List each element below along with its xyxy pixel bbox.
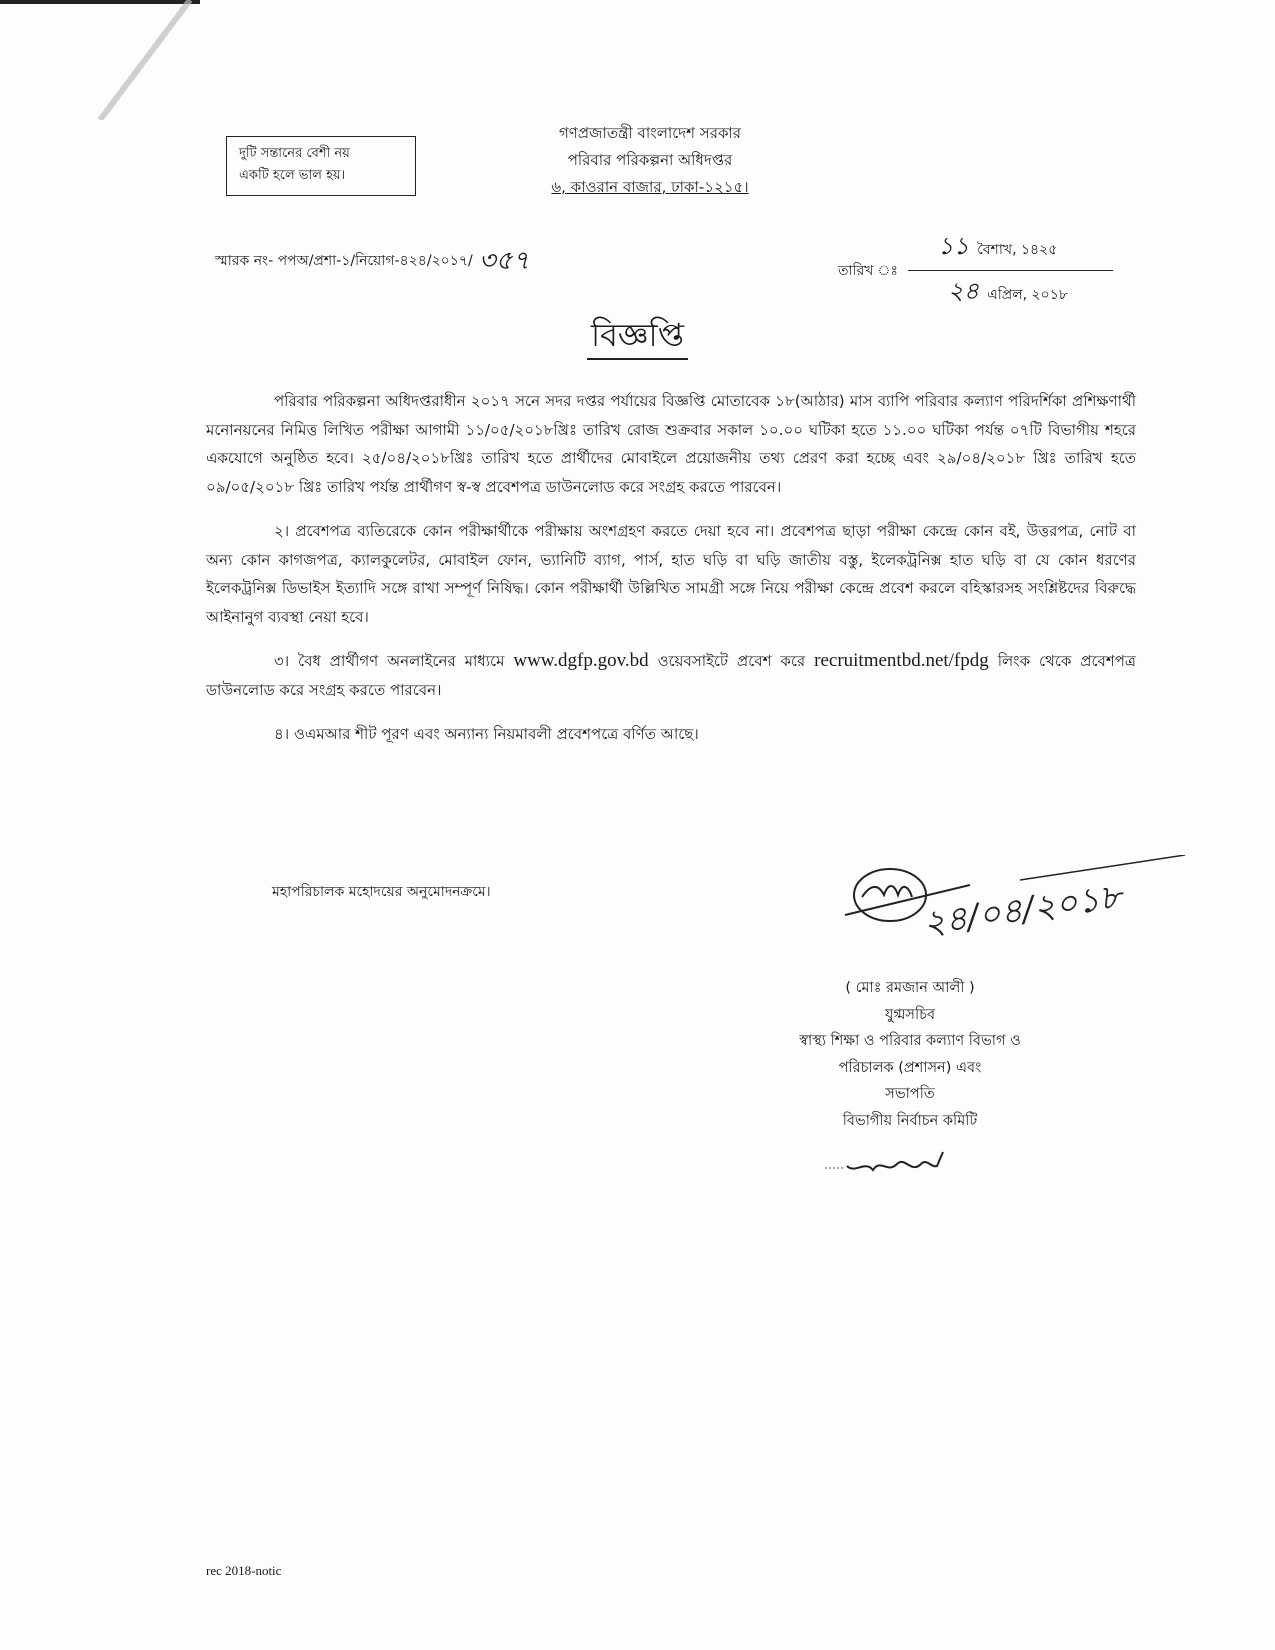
english-date: [908, 271, 1113, 313]
date-label: তারিখ ঃ: [838, 262, 898, 279]
memo-handwritten-number: ৩৫৭: [478, 246, 530, 276]
letterhead: [480, 120, 820, 201]
signatory-block: [735, 975, 1085, 1134]
approval-note: মহাপরিচালক মহোদয়ের অনুমোদনক্রমে।: [272, 884, 491, 900]
signatory-committee: বিভাগীয় নির্বাচন কমিটি: [842, 1112, 978, 1129]
slogan-box: [226, 136, 416, 196]
page-fold-shadow: [0, 0, 200, 120]
memo-number: [215, 240, 529, 284]
paragraph-3: [206, 647, 1136, 704]
footer-reference: rec 2018-notic: [206, 1563, 282, 1578]
date-fraction: [908, 228, 1113, 313]
notice-title-wrap: [0, 310, 1275, 364]
signatory-name: ( মোঃ রমজান আলী ): [845, 980, 975, 996]
memo-label: স্মারক নং- পপঅ/প্রশা-১/নিয়োগ-৪২৪/২০১৭/: [215, 253, 473, 269]
paragraph-1: পরিবার পরিকল্পনা অধিদপ্তরাধীন ২০১৭ সনে সদর দপ্তর পর্যায়ের বিজ্ঞপ্তি মোতাবেক ১৮(আঠার) মাস ব্যাপি পরিবার কল্যাণ পরিদর্শিকা প্রশিক্ষণার্থী মনোনয়নের নিমিত্ত লিখিত পরীক্ষা আগামী ১১/০৫/২০১৮খ্রিঃ তারিখ রোজ শুক্রবার সকাল ১০.০০ ঘটিকা হতে ১১.০০ ঘটিকা পর্যন্ত ০৭টি বিভাগীয় শহরে একযোগে অনুষ্ঠিত হবে। ২৫/০৪/২০১৮খ্রিঃ তারিখ হতে প্রার্থীদের মোবাইলে প্রয়োজনীয় তথ্য প্রেরণ করা হচ্ছে এবং ২৯/০৪/২০১৮ খ্রিঃ তারিখ হতে ০৯/০৫/২০১৮ খ্রিঃ তারিখ পর্যন্ত প্রার্থীগণ স্ব-স্ব প্রবেশপত্র ডাউনলোড করে সংগ্রহ করতে পারবেন।: [206, 392, 1136, 496]
paragraph-3-end: লিংক থেকে প্রবেশপত্র ডাউনলোড করে সংগ্রহ করতে পারবেন।: [206, 652, 1136, 699]
handwritten-signature: [840, 855, 1200, 965]
slogan-line-2: একটি হলে ভাল হয়।: [239, 168, 346, 183]
website-link[interactable]: www.dgfp.gov.bd: [513, 650, 649, 671]
signatory-director: পরিচালক (প্রশাসন) এবং: [838, 1059, 982, 1076]
office-address: ৬, কাওরান বাজার, ঢাকা-১২১৫।: [551, 178, 749, 196]
signatory-division: স্বাস্থ্য শিক্ষা ও পরিবার কল্যাণ বিভাগ ও: [799, 1033, 1021, 1049]
department-name: পরিবার পরিকল্পনা অধিদপ্তর: [567, 151, 733, 169]
bangla-day-handwritten: ১১: [937, 232, 970, 260]
paragraph-4: ৪। ওএমআর শীট পূরণ এবং অন্যান্য নিয়মাবলী প্রবেশপত্রে বর্ণিত আছে।: [274, 725, 699, 743]
signatory-chair: সভাপতি: [885, 1086, 935, 1102]
paragraph-3-middle: ওয়েবসাইটে প্রবেশ করে: [657, 652, 806, 670]
english-month-year: এপ্রিল, ২০১৮: [987, 287, 1068, 303]
slogan-line-1: দুটি সন্তানের বেশী নয়: [239, 146, 350, 161]
paragraph-3-intro: ৩। বৈধ প্রার্থীগণ অনলাইনের মাধ্যমে: [274, 652, 505, 670]
recruitment-link[interactable]: recruitmentbd.net/fpdg: [814, 650, 989, 671]
english-day-handwritten: ২৪: [947, 277, 980, 305]
notice-title: বিজ্ঞপ্তি: [587, 316, 688, 360]
signatory-designation: যুগ্মসচিব: [884, 1006, 936, 1023]
signature-date: ২৪/০৪/২০১৮: [920, 876, 1124, 944]
notice-body: [206, 387, 1136, 765]
bangla-date: [908, 228, 1113, 271]
date-block: [838, 228, 1113, 313]
paragraph-2: ২। প্রবেশপত্র ব্যতিরেকে কোন পরীক্ষার্থীকে পরীক্ষায় অংশগ্রহণ করতে দেয়া হবে না। প্রবেশপত্র ছাড়া পরীক্ষা কেন্দ্রে কোন বই, উত্তরপত্র, নোট বা অন্য কোন কাগজপত্র, ক্যালকুলেটর, মোবাইল ফোন, ভ্যানিটি ব্যাগ, পার্স, হাত ঘড়ি বা ঘড়ি জাতীয় বস্তু, ইলেকট্রনিক্স হাত ঘড়ি বা যে কোন ধরণের ইলেকট্রনিক্স ডিভাইস ইত্যাদি সঙ্গে রাখা সম্পূর্ণ নিষিদ্ধ। কোন পরীক্ষার্থী উল্লিখিত সামগ্রী সঙ্গে নিয়ে পরীক্ষা কেন্দ্রে প্রবেশ করলে বহিস্কারসহ সংশ্লিষ্টদের বিরুদ্ধে আইনানুগ ব্যবস্থা নেয়া হবে।: [206, 522, 1136, 626]
initials-mark: [825, 1150, 955, 1180]
bangla-month-year: বৈশাখ, ১৪২৫: [977, 242, 1058, 258]
government-name: গণপ্রজাতন্ত্রী বাংলাদেশ সরকার: [558, 124, 742, 142]
